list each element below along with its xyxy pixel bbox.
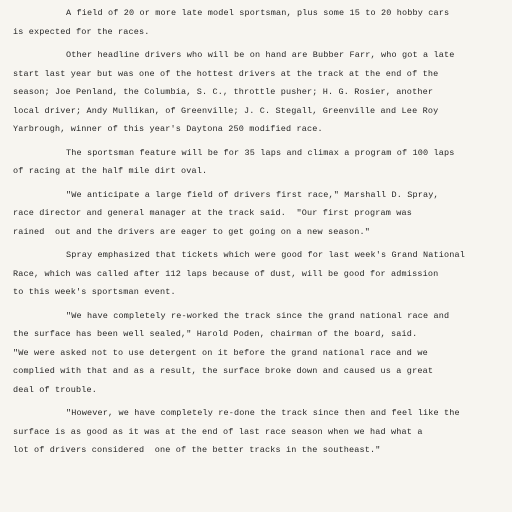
text-line: Other headline drivers who will be on hand are Bubber Farr, who got a late — [66, 50, 455, 60]
text-line: "We were asked not to use detergent on it before the grand national race and we — [13, 347, 428, 358]
text-line: "However, we have completely re-done the track since then and feel like the — [66, 408, 460, 418]
text-line: race director and general manager at the track said. "Our first program was — [13, 208, 413, 218]
text-line: "We have completely re-worked the track since the grand national race and — [66, 310, 450, 321]
text-line: Race, which was called after 112 laps because of dust, will be good for admission — [13, 268, 439, 279]
text-line: local driver; Andy Mullikan, of Greenville; J. C. Stegall, Greenville and Lee Roy — [13, 105, 439, 116]
text-line: is expected for the races. — [13, 26, 150, 37]
paragraph-poden-quote — [0, 307, 512, 400]
text-line: Spray emphasized that tickets which were good for last week's Grand National — [66, 250, 466, 260]
text-line: rained out and the drivers are eager to get going on a new season." — [13, 226, 371, 237]
text-line: the surface has been well sealed," Harold Poden, chairman of the board, said. — [13, 329, 418, 339]
text-line: lot of drivers considered one of the better tracks in the southeast." — [13, 445, 381, 455]
text-line: of racing at the half mile dirt oval. — [13, 166, 208, 176]
text-line: to this week's sportsman event. — [13, 287, 176, 297]
paragraph-redone-track — [0, 404, 512, 460]
paragraph-field-size — [0, 4, 512, 41]
text-line: start last year but was one of the hottest drivers at the track at the end of the — [13, 68, 439, 79]
text-line: complied with that and as a result, the surface broke down and caused us a great — [13, 366, 434, 376]
paragraph-tickets — [0, 246, 512, 302]
paragraph-headline-drivers — [0, 46, 512, 139]
text-line: season; Joe Penland, the Columbia, S. C., throttle pusher; H. G. Rosier, another — [13, 87, 434, 97]
text-line: A field of 20 or more late model sportsman, plus some 15 to 20 hobby cars — [66, 8, 450, 18]
text-line: The sportsman feature will be for 35 laps and climax a program of 100 laps — [66, 147, 455, 158]
text-line: deal of trouble. — [13, 384, 98, 395]
text-line: "We anticipate a large field of drivers first race," Marshall D. Spray, — [66, 189, 439, 200]
paragraph-sportsman-feature — [0, 144, 512, 181]
text-line: Yarbrough, winner of this year's Daytona 250 modified race. — [13, 124, 323, 134]
text-line: surface is as good as it was at the end of last race season when we had what a — [13, 426, 423, 437]
paragraph-spray-quote — [0, 186, 512, 242]
